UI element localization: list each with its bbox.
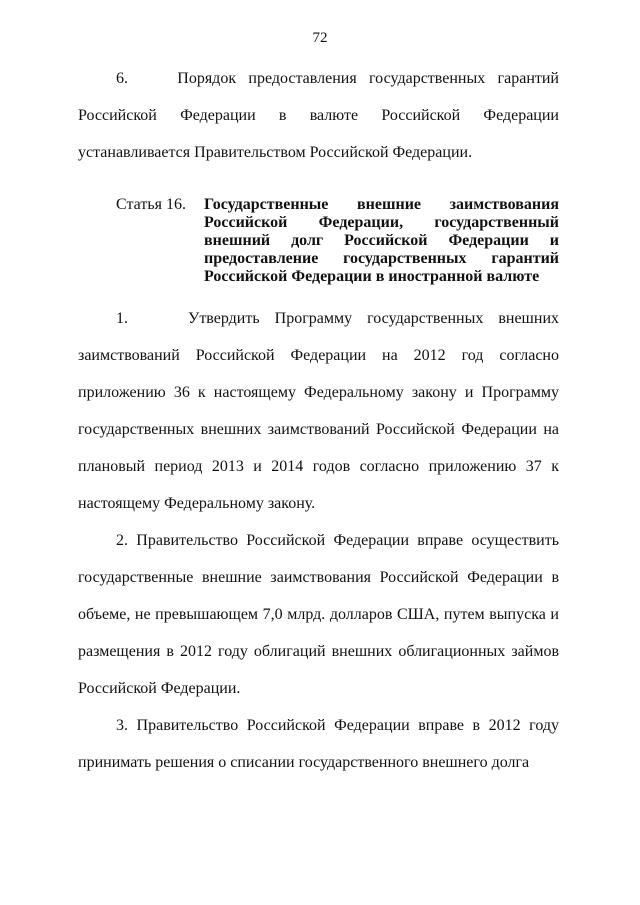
article-title: Государственные внешние заимствования Российской Федерации, государственный внешний долг Российской Федерации и предоставление государственных гарантий Российской Федерации в иностранной валюте [204,196,559,285]
article-label: Статья 16. [116,196,186,213]
paragraph-6: 6. Порядок предоставления государственных гарантий Российской Федерации в валюте Российской Федерации устанавливается Правительством Российской Федерации. [78,70,559,161]
paragraph-2: 2. Правительство Российской Федерации вправе осуществить государственные внешние заимствования Российской Федерации в объеме, не превышающем 7,0 млрд. долларов США, путем выпуска и размещения в 2012 году облигаций внешних облигационных займов Российской Федерации. [78,532,559,697]
page-number: 72 [312,30,328,46]
paragraph-1: 1. Утвердить Программу государственных внешних заимствований Российской Федерации на 2012 год согласно приложению 36 к настоящему Федеральному закону и Программу государственных внешних заимствований Российской Федерации на плановый период 2013 и 2014 годов согласно приложению 37 к настоящему Федеральному закону. [78,310,559,512]
paragraph-3: 3. Правительство Российской Федерации вправе в 2012 году принимать решения о списании государственного внешнего долга [78,717,559,771]
